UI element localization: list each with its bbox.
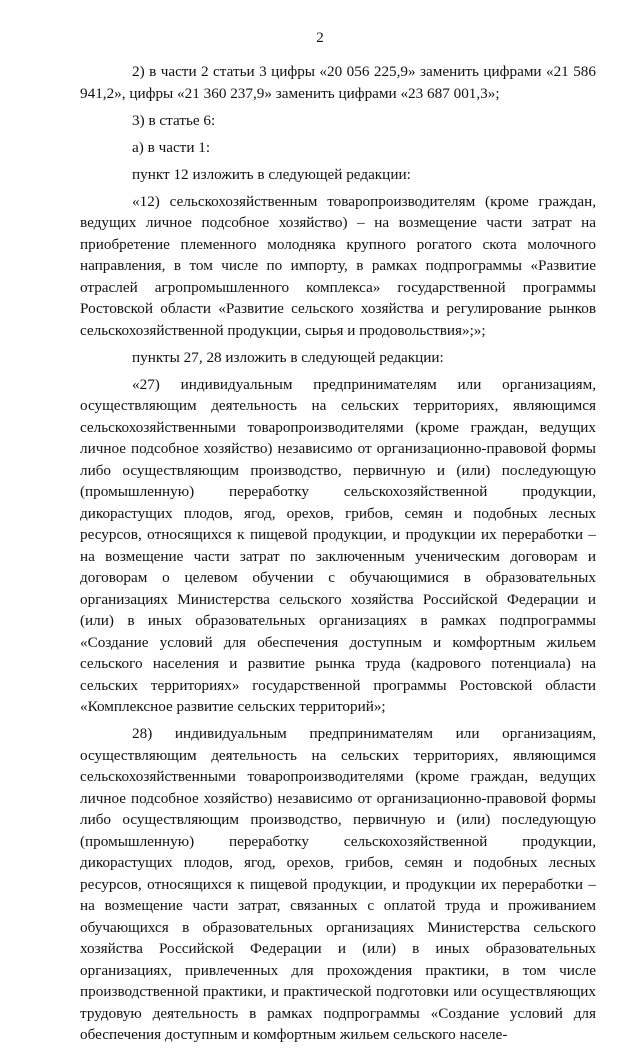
paragraph-item-12-intro: пункт 12 изложить в следующей редакции: — [132, 165, 411, 183]
page-number: 2 — [316, 30, 324, 46]
paragraph-item-28: 28) индивидуальным предпринимателям или организациям, осуществляющим деятельность на сельских территориях, являющимся сельскохозяйственными товаропроизводителями (кроме граждан, ведущих личное подсобное хозяйство) независимо от организационно-правовой формы либо осуществляющим производство, первичную и (или) последующую (промышленную) переработку сельскохозяйственной продукции, дикорастущих плодов, ягод, орехов, грибов, семян и подобных лесных ресурсов, относящихся к пищевой продукции, и продукции их переработки – на возмещение части затрат, связанных с оплатой труда и проживанием обучающихся в образовательных организациях Министерства сельского хозяйства Российской Федерации и (или) в иных образовательных организациях, привлеченных для прохождения практики, в том числе производственной практики, и практической подготовки или осуществляющих трудовую деятельность в рамках подпрограммы «Создание условий для обеспечения доступным и комфортным жильем сельского населе- — [80, 725, 596, 1043]
paragraph-item-27: «27) индивидуальным предпринимателям или организациям, осуществляющим деятельность на сельских территориях, являющимся сельскохозяйственными товаропроизводителями (кроме граждан, ведущих личное подсобное хозяйство) независимо от организационно-правовой формы либо осуществляющим производство, первичную и (или) последующую (промышленную) переработку сельскохозяйственной продукции, дикорастущих плодов, ягод, орехов, грибов, семян и подобных лесных ресурсов, относящихся к пищевой продукции, и продукции их переработки – на возмещение части затрат по заключенным ученическим договорам и договорам о целевом обучении с обучающимися в образовательных организациях Министерства сельского хозяйства Российской Федерации и (или) в иных образовательных организациях в рамках подпрограммы «Создание условий для обеспечения доступным и комфортным жильем сельского населения и развитие рынка труда (кадрового потенциала) на сельских территориях» государственной программы Ростовской области «Комплексное развитие сельских территорий»; — [80, 375, 596, 715]
paragraph-amend-article-3: 2) в части 2 статьи 3 цифры «20 056 225,9» заменить цифрами «21 586 941,2», цифры «21 360 237,9» заменить цифрами «23 687 001,3»; — [80, 63, 596, 102]
paragraph-article-6: 3) в статье 6: — [132, 111, 216, 129]
paragraph-items-27-28-intro: пункты 27, 28 изложить в следующей редакции: — [132, 348, 444, 366]
paragraph-item-12: «12) сельскохозяйственным товаропроизводителям (кроме граждан, ведущих личное подсобное хозяйство) – на возмещение части затрат на приобретение племенного молодняка крупного рогатого скота молочного направления, в том числе по импорту, в рамках подпрограммы «Развитие отраслей агропромышленного комплекса» государственной программы Ростовской области «Развитие сельского хозяйства и регулирование рынков сельскохозяйственной продукции, сырья и продовольствия»;»; — [80, 192, 596, 339]
document-body — [80, 61, 596, 1051]
paragraph-part-1: а) в части 1: — [132, 138, 211, 156]
